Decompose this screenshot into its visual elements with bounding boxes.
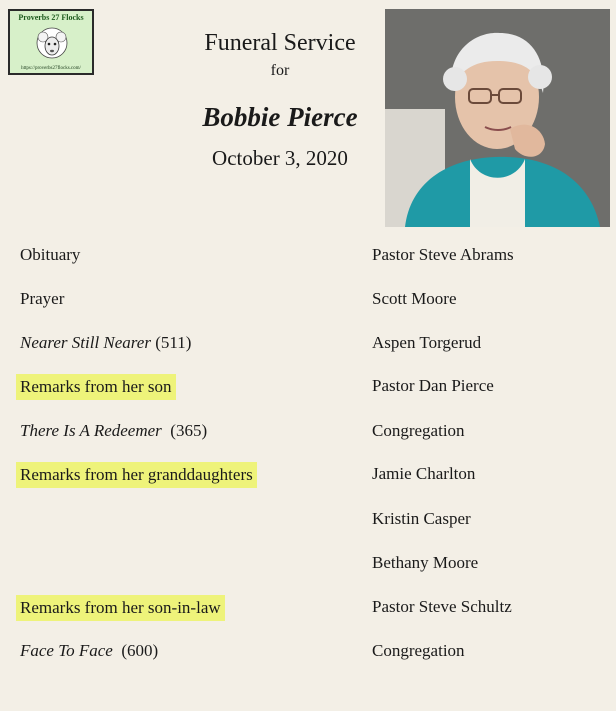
program-row (0, 462, 616, 492)
service-date: October 3, 2020 (212, 146, 348, 170)
hymn-title: There Is A Redeemer (20, 421, 162, 440)
program-person: Aspen Torgerud (372, 333, 482, 352)
program-row (0, 331, 616, 361)
program-person: Pastor Dan Pierce (372, 376, 494, 395)
program-item: Prayer (20, 289, 65, 308)
program-row (0, 551, 616, 581)
service-for: for (270, 62, 290, 79)
program-item-hymn (18, 639, 160, 663)
program-item-highlighted: Remarks from her son (16, 374, 176, 400)
program-person: Pastor Steve Schultz (372, 597, 512, 616)
proverbs-27-flocks-logo[interactable] (8, 9, 94, 75)
program-row (0, 374, 616, 404)
program-person: Congregation (372, 421, 465, 440)
program-person: Scott Moore (372, 289, 457, 308)
program-row (0, 243, 616, 273)
program-person: Bethany Moore (372, 553, 479, 572)
hymn-title: Face To Face (20, 641, 113, 660)
program-item-hymn (18, 331, 193, 355)
hymn-number: (600) (121, 641, 159, 660)
program-person: Pastor Steve Abrams (372, 245, 514, 264)
logo-url: https://proverbs27flocks.com/ (21, 66, 81, 71)
program-row (0, 595, 616, 625)
hymn-title: Nearer Still Nearer (20, 333, 151, 352)
program-item-highlighted: Remarks from her son-in-law (16, 595, 225, 621)
deceased-name: Bobbie Pierce (202, 102, 358, 132)
sheep-icon (32, 25, 72, 61)
hymn-number: (365) (170, 421, 208, 440)
logo-title: Proverbs 27 Flocks (18, 13, 84, 22)
program-person: Jamie Charlton (372, 464, 476, 483)
program-item-highlighted: Remarks from her granddaughters (16, 462, 257, 488)
portrait-illustration (385, 9, 610, 227)
program-person: Congregation (372, 641, 465, 660)
program-row (0, 639, 616, 669)
program-row (0, 287, 616, 317)
program-person: Kristin Casper (372, 509, 471, 528)
program-row (0, 507, 616, 537)
program-row (0, 419, 616, 449)
service-title: Funeral Service (204, 30, 356, 56)
program-item-hymn (18, 419, 209, 443)
portrait-photo (385, 9, 610, 227)
program-item: Obituary (20, 245, 81, 264)
hymn-number: (511) (155, 333, 192, 352)
